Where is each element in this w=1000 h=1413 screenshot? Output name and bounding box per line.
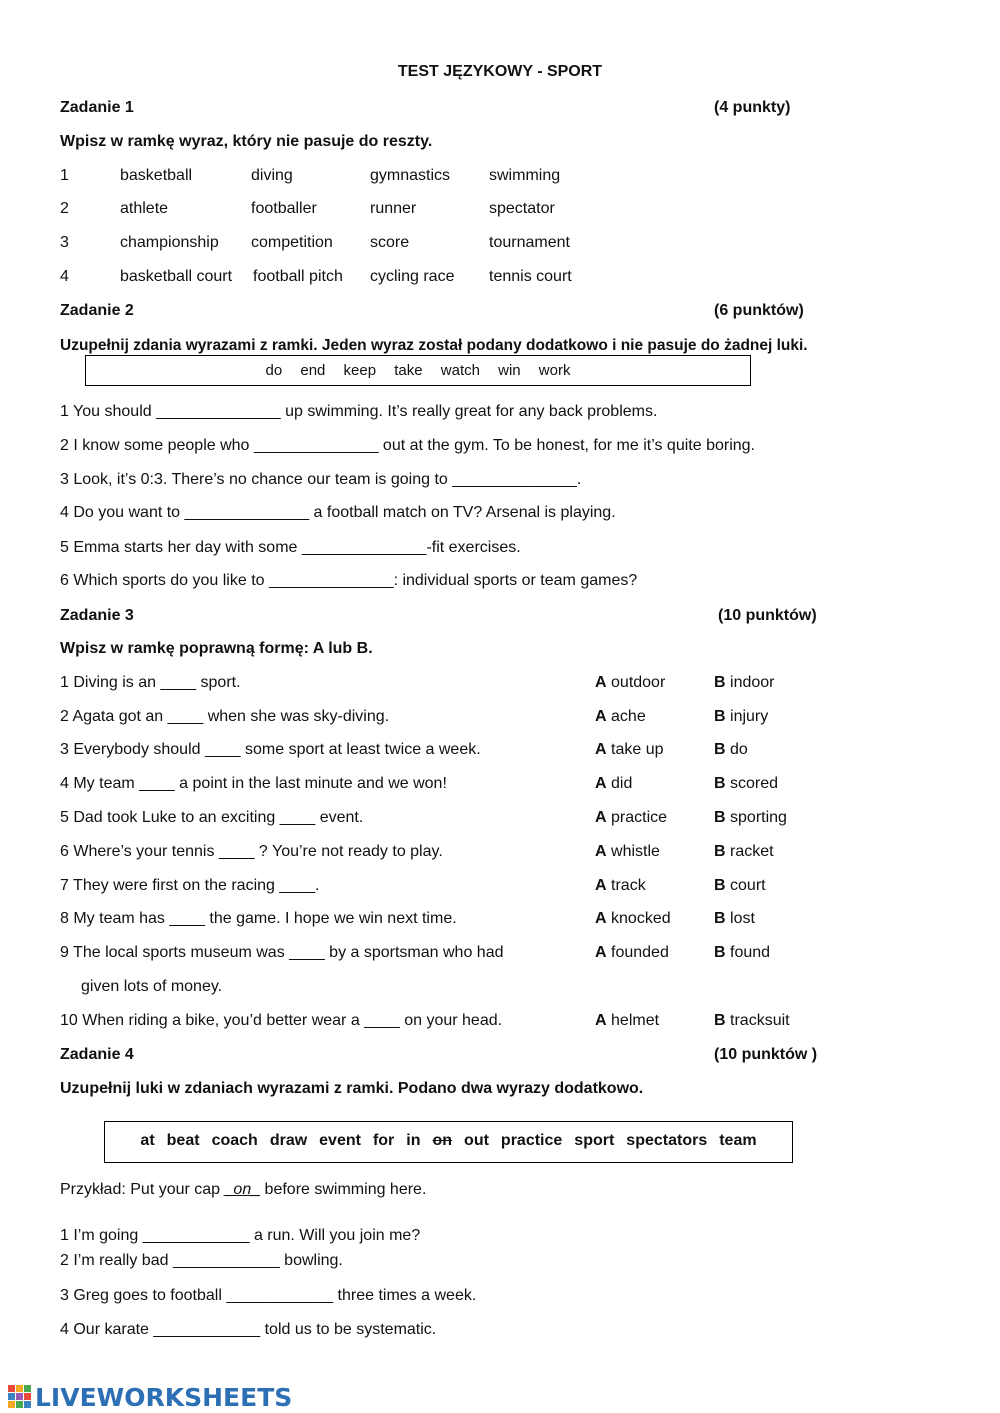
task3-question: 1 Diving is an ____ sport. bbox=[60, 674, 241, 691]
task4-word: out bbox=[464, 1132, 489, 1149]
task3-option-a[interactable]: A practice bbox=[595, 809, 668, 826]
task1-word[interactable]: tournament bbox=[489, 234, 570, 251]
task3-option-b[interactable]: B court bbox=[714, 877, 766, 894]
task4-sentence[interactable]: 4 Our karate ____________ told us to be systematic. bbox=[60, 1321, 437, 1338]
task1-word[interactable]: score bbox=[370, 234, 410, 251]
task2-word-box bbox=[85, 355, 751, 386]
task3-question: 9 The local sports museum was ____ by a sportsman who had bbox=[60, 944, 504, 961]
task4-word: in bbox=[406, 1132, 421, 1149]
task1-word[interactable]: basketball court bbox=[120, 268, 233, 285]
task4-word: for bbox=[372, 1132, 395, 1149]
task1-row-number: 3 bbox=[60, 234, 69, 251]
task4-example-answer: _on_ bbox=[224, 1181, 261, 1198]
task3-option-b[interactable]: B found bbox=[714, 944, 771, 961]
task1-word[interactable]: tennis court bbox=[489, 268, 572, 285]
task3-option-a[interactable]: A did bbox=[595, 775, 633, 792]
task3-question: 6 Where’s your tennis ____ ? You’re not ready to play. bbox=[60, 843, 443, 860]
task2-heading: Zadanie 2 bbox=[60, 302, 134, 319]
task4-word: sport bbox=[574, 1132, 615, 1149]
task3-heading: Zadanie 3 bbox=[60, 607, 134, 624]
task2-sentence[interactable]: 4 Do you want to ______________ a football match on TV? Arsenal is playing. bbox=[60, 504, 616, 521]
task2-sentence[interactable]: 5 Emma starts her day with some ______________-fit exercises. bbox=[60, 539, 521, 556]
task1-word[interactable]: diving bbox=[251, 167, 293, 184]
task4-example: Przykład: Put your cap _on_ before swimming here. bbox=[60, 1181, 427, 1198]
task1-word[interactable]: cycling race bbox=[370, 268, 455, 285]
task3-question: 3 Everybody should ____ some sport at least twice a week. bbox=[60, 741, 481, 758]
task4-sentence[interactable]: 1 I’m going ____________ a run. Will you join me? bbox=[60, 1227, 421, 1244]
task3-option-b[interactable]: B scored bbox=[714, 775, 779, 792]
task2-sentence[interactable]: 3 Look, it’s 0:3. There’s no chance our team is going to ______________. bbox=[60, 471, 582, 488]
task3-points: (10 punktów) bbox=[718, 607, 817, 624]
task3-option-b[interactable]: B injury bbox=[714, 708, 769, 725]
task2-instruction: Uzupełnij zdania wyrazami z ramki. Jeden wyraz został podany dodatkowo i nie pasuje do żadnej luki. bbox=[60, 337, 808, 354]
task1-word[interactable]: football pitch bbox=[253, 268, 343, 285]
task4-points: (10 punktów ) bbox=[714, 1046, 818, 1063]
task1-word[interactable]: athlete bbox=[120, 200, 169, 217]
task1-row-number: 2 bbox=[60, 200, 69, 217]
task3-question: 5 Dad took Luke to an exciting ____ event. bbox=[60, 809, 364, 826]
task1-word[interactable]: footballer bbox=[251, 200, 317, 217]
task4-sentence[interactable]: 3 Greg goes to football ____________ three times a week. bbox=[60, 1287, 477, 1304]
task3-option-a[interactable]: A track bbox=[595, 877, 646, 894]
page-title: TEST JĘZYKOWY - SPORT bbox=[397, 63, 603, 80]
task1-row-number: 1 bbox=[60, 167, 69, 184]
task1-word[interactable]: competition bbox=[251, 234, 333, 251]
task4-heading: Zadanie 4 bbox=[60, 1046, 134, 1063]
task3-question: 7 They were first on the racing ____. bbox=[60, 877, 320, 894]
task3-option-b[interactable]: B tracksuit bbox=[714, 1012, 790, 1029]
task4-instruction: Uzupełnij luki w zdaniach wyrazami z ramki. Podano dwa wyrazy dodatkowo. bbox=[60, 1080, 644, 1097]
task1-heading: Zadanie 1 bbox=[60, 99, 134, 116]
task1-word[interactable]: championship bbox=[120, 234, 219, 251]
task3-option-b[interactable]: B do bbox=[714, 741, 748, 758]
liveworksheets-logo bbox=[8, 1383, 292, 1411]
task2-points: (6 punktów) bbox=[714, 302, 804, 319]
task1-points: (4 punkty) bbox=[714, 99, 791, 116]
task4-word: draw bbox=[269, 1132, 308, 1149]
task2-sentence[interactable]: 1 You should ______________ up swimming. It’s really great for any back problems. bbox=[60, 403, 658, 420]
task1-word[interactable]: runner bbox=[370, 200, 417, 217]
task3-option-a[interactable]: A founded bbox=[595, 944, 669, 961]
task3-question: 8 My team has ____ the game. I hope we win next time. bbox=[60, 910, 457, 927]
task1-word[interactable]: swimming bbox=[489, 167, 561, 184]
task1-instruction: Wpisz w ramkę wyraz, który nie pasuje do reszty. bbox=[60, 133, 433, 150]
task4-word: event bbox=[319, 1132, 361, 1149]
task4-word: practice bbox=[500, 1132, 563, 1149]
task4-word: spectators bbox=[626, 1132, 708, 1149]
logo-blocks-icon bbox=[8, 1385, 32, 1409]
task3-option-a[interactable]: A helmet bbox=[595, 1012, 660, 1029]
task3-option-a[interactable]: A knocked bbox=[595, 910, 671, 927]
task4-word-box bbox=[104, 1121, 793, 1163]
task3-option-a[interactable]: A take up bbox=[595, 741, 664, 758]
task2-word-list: do end keep take watch win work bbox=[265, 362, 571, 379]
task3-question: 10 When riding a bike, you’d better wear a ____ on your head. bbox=[60, 1012, 503, 1029]
task4-word-used: on bbox=[432, 1132, 453, 1149]
task3-option-a[interactable]: A outdoor bbox=[595, 674, 666, 691]
task3-question: 4 My team ____ a point in the last minute and we won! bbox=[60, 775, 447, 792]
task3-option-b[interactable]: B indoor bbox=[714, 674, 775, 691]
task3-question: 2 Agata got an ____ when she was sky-diving. bbox=[60, 708, 390, 725]
task2-sentence[interactable]: 2 I know some people who ______________ out at the gym. To be honest, for me it’s quite boring. bbox=[60, 437, 755, 454]
task3-instruction: Wpisz w ramkę poprawną formę: A lub B. bbox=[60, 640, 373, 657]
task1-word[interactable]: basketball bbox=[120, 167, 193, 184]
task3-option-b[interactable]: B sporting bbox=[714, 809, 787, 826]
task4-sentence[interactable]: 2 I’m really bad ____________ bowling. bbox=[60, 1252, 343, 1269]
task2-sentence[interactable]: 6 Which sports do you like to ______________: individual sports or team games? bbox=[60, 572, 638, 589]
task3-option-a[interactable]: A whistle bbox=[595, 843, 660, 860]
task4-word: at bbox=[140, 1132, 155, 1149]
task1-word[interactable]: spectator bbox=[489, 200, 555, 217]
task3-option-a[interactable]: A ache bbox=[595, 708, 646, 725]
task3-option-b[interactable]: B racket bbox=[714, 843, 774, 860]
task4-word: coach bbox=[211, 1132, 258, 1149]
task4-word: beat bbox=[166, 1132, 200, 1149]
task4-word-list bbox=[105, 1132, 792, 1150]
logo-text: LIVEWORKSHEETS bbox=[35, 1382, 293, 1412]
task1-row-number: 4 bbox=[60, 268, 69, 285]
task3-question-continuation: given lots of money. bbox=[81, 978, 223, 995]
task1-word[interactable]: gymnastics bbox=[370, 167, 451, 184]
task3-option-b[interactable]: B lost bbox=[714, 910, 755, 927]
task4-word: team bbox=[719, 1132, 757, 1149]
